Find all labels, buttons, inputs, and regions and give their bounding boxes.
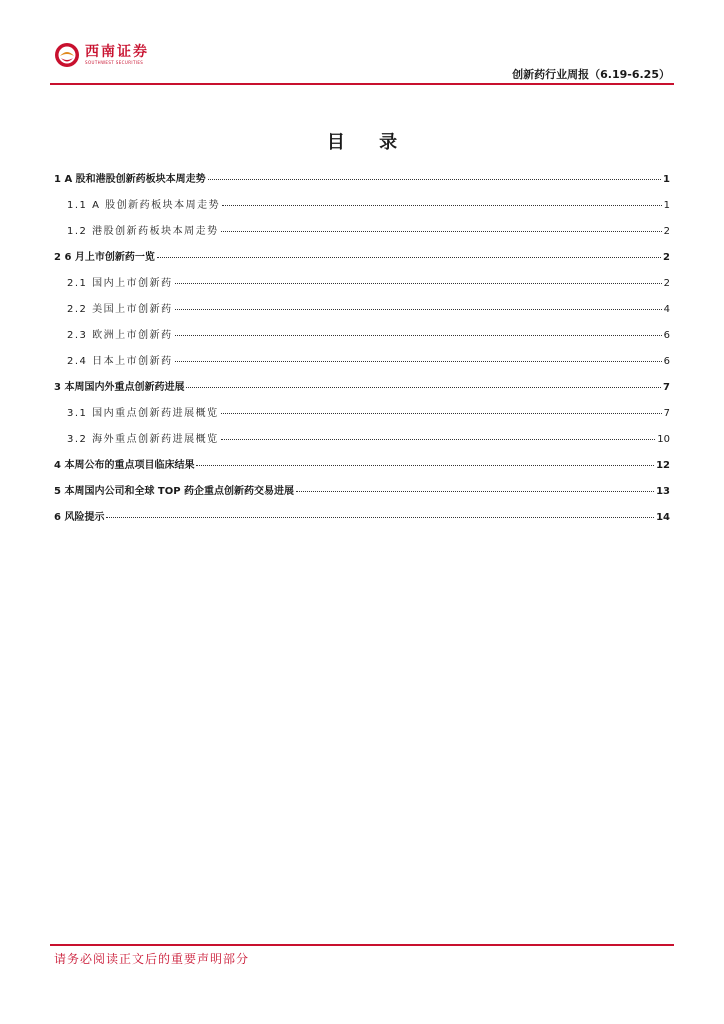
toc-entry-page: 6 bbox=[663, 356, 670, 367]
toc-leader-dots bbox=[221, 439, 656, 440]
toc-entry[interactable] bbox=[54, 352, 670, 378]
toc-entry[interactable] bbox=[54, 508, 670, 534]
toc-entry-page: 10 bbox=[657, 434, 670, 445]
toc-entry-page: 1 bbox=[663, 174, 670, 185]
toc-entry-label: 3.1 国内重点创新药进展概览 bbox=[67, 408, 219, 419]
toc-entry-label: 2.3 欧洲上市创新药 bbox=[67, 330, 173, 341]
toc-entry-label: 1.1 A 股创新药板块本周走势 bbox=[67, 200, 221, 211]
toc-entry-page: 7 bbox=[663, 382, 670, 393]
toc-leader-dots bbox=[296, 491, 654, 492]
report-title: 创新药行业周报（6.19-6.25） bbox=[512, 68, 670, 81]
toc-entry-label: 6 风险提示 bbox=[54, 512, 105, 523]
toc-entry-page: 6 bbox=[663, 330, 670, 341]
logo-name-en: SOUTHWEST SECURITIES bbox=[85, 60, 144, 65]
company-logo bbox=[54, 42, 149, 68]
footer-divider bbox=[50, 944, 674, 946]
toc-leader-dots bbox=[221, 231, 662, 232]
header-divider bbox=[50, 83, 674, 85]
toc-leader-dots bbox=[106, 517, 654, 518]
toc-entry[interactable] bbox=[54, 196, 670, 222]
toc-entry[interactable] bbox=[54, 170, 670, 196]
toc-entry-page: 2 bbox=[663, 278, 670, 289]
toc-entry-label: 3 本周国内外重点创新药进展 bbox=[54, 382, 185, 393]
toc-entry-page: 1 bbox=[663, 200, 670, 211]
table-of-contents bbox=[54, 170, 670, 534]
toc-entry-page: 2 bbox=[663, 226, 670, 237]
toc-entry-page: 7 bbox=[663, 408, 670, 419]
toc-entry[interactable] bbox=[54, 404, 670, 430]
toc-entry[interactable] bbox=[54, 222, 670, 248]
toc-entry-label: 2 6 月上市创新药一览 bbox=[54, 252, 155, 263]
toc-entry-label: 1.2 港股创新药板块本周走势 bbox=[67, 226, 219, 237]
toc-entry-page: 4 bbox=[663, 304, 670, 315]
toc-leader-dots bbox=[175, 283, 662, 284]
toc-entry-label: 2.4 日本上市创新药 bbox=[67, 356, 173, 367]
toc-entry-page: 14 bbox=[656, 512, 670, 523]
toc-entry[interactable] bbox=[54, 482, 670, 508]
toc-leader-dots bbox=[175, 309, 662, 310]
toc-entry[interactable] bbox=[54, 378, 670, 404]
toc-entry-label: 4 本周公布的重点项目临床结果 bbox=[54, 460, 195, 471]
toc-entry-page: 12 bbox=[656, 460, 670, 471]
toc-heading: 目 录 bbox=[326, 132, 412, 153]
toc-entry-label: 2.2 美国上市创新药 bbox=[67, 304, 173, 315]
toc-entry-label: 5 本周国内公司和全球 TOP 药企重点创新药交易进展 bbox=[54, 486, 295, 497]
disclaimer-note: 请务必阅读正文后的重要声明部分 bbox=[54, 952, 250, 966]
toc-entry-label: 1 A 股和港股创新药板块本周走势 bbox=[54, 174, 206, 185]
toc-entry-page: 2 bbox=[663, 252, 670, 263]
toc-entry-label: 3.2 海外重点创新药进展概览 bbox=[67, 434, 219, 445]
logo-name-cn: 西南证券 bbox=[85, 44, 149, 60]
toc-leader-dots bbox=[196, 465, 654, 466]
toc-leader-dots bbox=[175, 335, 662, 336]
toc-entry[interactable] bbox=[54, 248, 670, 274]
toc-entry[interactable] bbox=[54, 456, 670, 482]
toc-leader-dots bbox=[222, 205, 662, 206]
toc-entry[interactable] bbox=[54, 326, 670, 352]
toc-leader-dots bbox=[208, 179, 661, 180]
toc-entry-page: 13 bbox=[656, 486, 670, 497]
toc-entry-label: 2.1 国内上市创新药 bbox=[67, 278, 173, 289]
logo-emblem-icon bbox=[54, 42, 80, 68]
toc-entry[interactable] bbox=[54, 430, 670, 456]
toc-leader-dots bbox=[157, 257, 661, 258]
toc-leader-dots bbox=[186, 387, 661, 388]
toc-entry[interactable] bbox=[54, 274, 670, 300]
toc-leader-dots bbox=[221, 413, 662, 414]
toc-entry[interactable] bbox=[54, 300, 670, 326]
toc-leader-dots bbox=[175, 361, 662, 362]
